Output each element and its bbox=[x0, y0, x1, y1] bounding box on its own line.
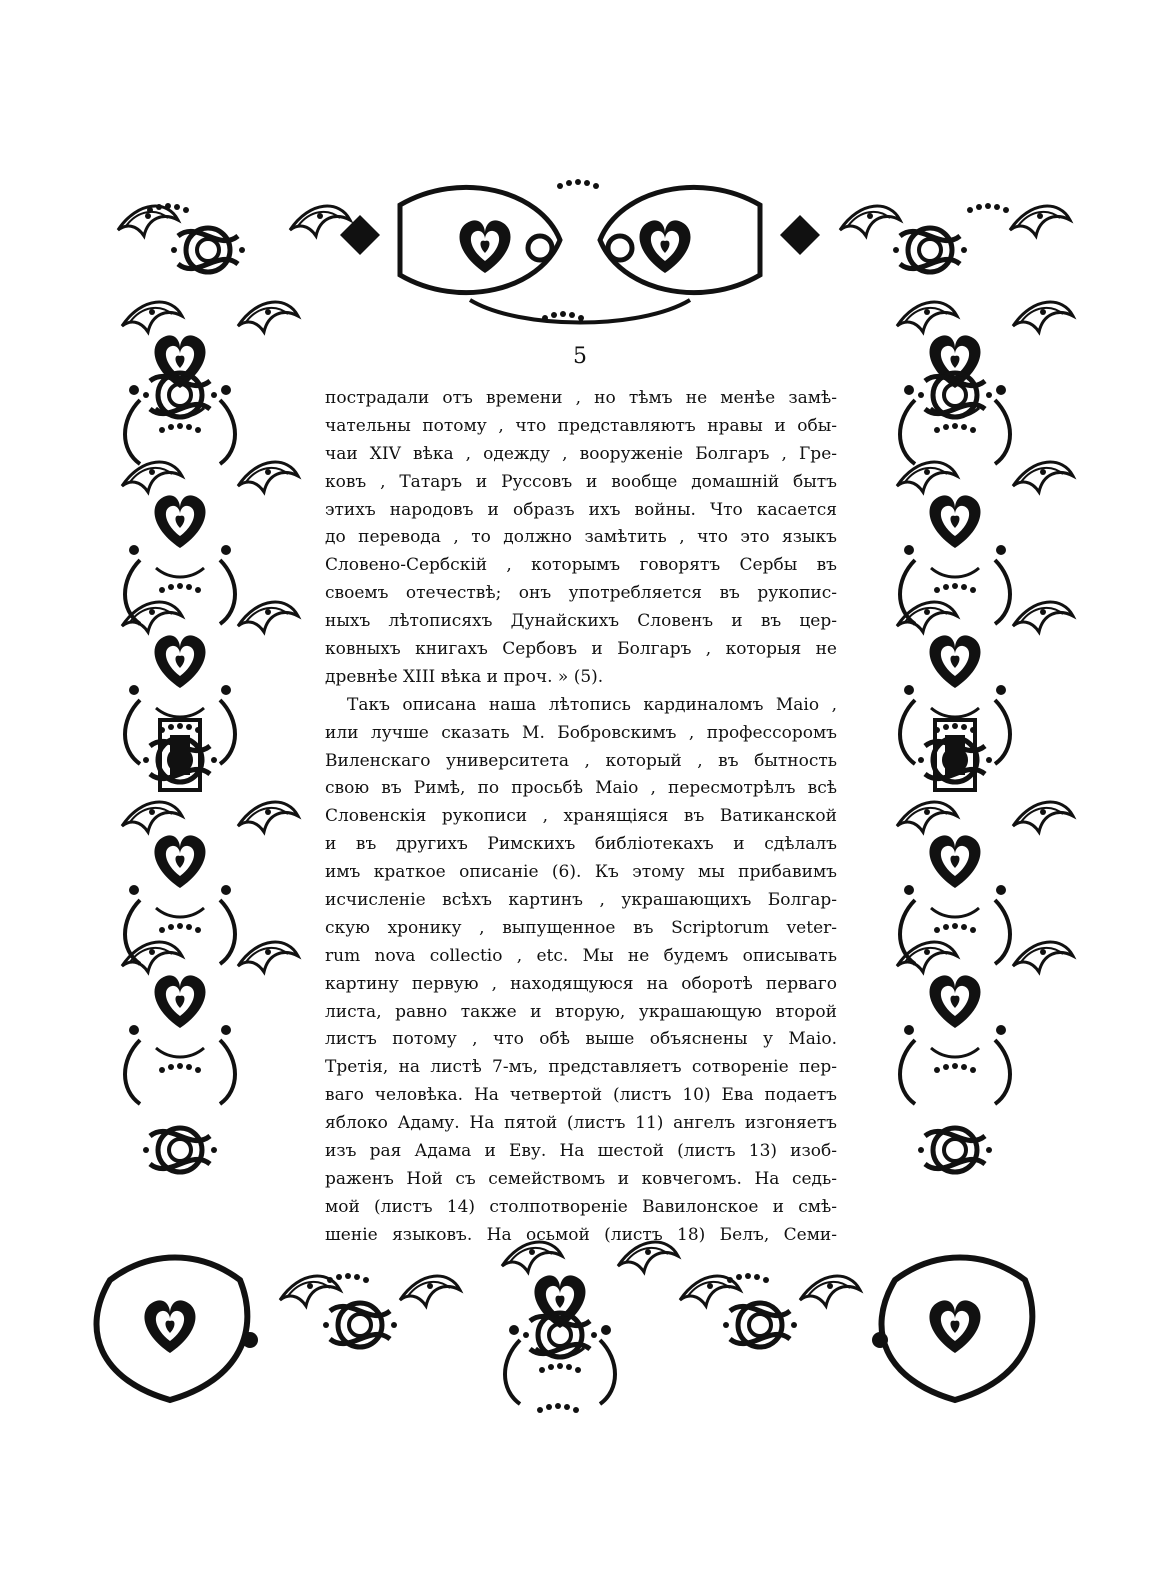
left-border-ornament bbox=[122, 302, 298, 1172]
text-line: ковъ , Татаръ и Руссовъ и вообще домашній бытъ bbox=[325, 471, 837, 492]
text-line: ныхъ лѣтописяхъ Дунайскихъ Словенъ и въ цер- bbox=[325, 611, 837, 632]
text-line: Словенскія рукописи , хранящіяся въ Ватиканской bbox=[325, 806, 837, 827]
text-line: rum nova collectio , etc. Мы не будемъ описывать bbox=[325, 945, 837, 966]
text-line: чаи XIV вѣка , одежду , вооруженіе Болгаръ , Гре- bbox=[325, 443, 837, 464]
page-number: 5 bbox=[573, 344, 587, 369]
text-line: Виленскаго университета , который , въ бытность bbox=[325, 750, 837, 771]
text-line: листъ потому , что обѣ выше объяснены у Маіо. bbox=[325, 1029, 837, 1050]
text-line: своемъ отечествѣ; онъ употребляется въ рукопис- bbox=[325, 583, 837, 604]
text-line: Словено-Сербскій , которымъ говорятъ Сербы въ bbox=[325, 555, 837, 576]
body-text bbox=[325, 385, 837, 1250]
text-line: изъ рая Адама и Еву. На шестой (листъ 13) изоб- bbox=[325, 1141, 837, 1162]
text-line: или лучше сказать М. Бобровскимъ , профессоромъ bbox=[325, 722, 837, 743]
text-line: раженъ Ной съ семействомъ и ковчегомъ. На седь- bbox=[325, 1168, 837, 1189]
text-line: картину первую , находящуюся на оборотѣ перваго bbox=[325, 973, 837, 994]
text-line: древнѣе XIII вѣка и проч. » (5). bbox=[325, 666, 604, 687]
text-line: ваго человѣка. На четвертой (листъ 10) Ева подаетъ bbox=[325, 1085, 837, 1106]
text-line: чательны потому , что представляютъ нравы и обы- bbox=[325, 415, 837, 436]
text-line: имъ краткое описаніе (6). Къ этому мы прибавимъ bbox=[325, 862, 837, 883]
paragraph-start-line: Такъ описана наша лѣтопись кардиналомъ Маіо , bbox=[347, 694, 837, 715]
text-line: этихъ народовъ и образъ ихъ войны. Что касается bbox=[325, 499, 837, 520]
bottom-border-ornament bbox=[97, 1242, 1033, 1413]
text-line: ковныхъ книгахъ Сербовъ и Болгаръ , которыя не bbox=[325, 639, 837, 660]
text-line: и въ другихъ Римскихъ библіотекахъ и сдѣлалъ bbox=[325, 834, 837, 855]
text-line: мой (листъ 14) столпотвореніе Вавилонское и смѣ- bbox=[325, 1196, 837, 1217]
text-line: до перевода , то должно замѣтить , что это языкъ bbox=[325, 527, 837, 548]
text-line: исчисленіе всѣхъ картинъ , украшающихъ Болгар- bbox=[325, 890, 837, 911]
text-line: яблоко Адаму. На пятой (листъ 11) ангелъ изгоняетъ bbox=[325, 1113, 837, 1134]
text-line: свою въ Римѣ, по просьбѣ Маіо , пересмотрѣлъ всѣ bbox=[325, 778, 837, 799]
text-line: Третія, на листѣ 7-мъ, представляетъ сотвореніе пер- bbox=[325, 1057, 837, 1078]
text-line: шеніе языковъ. На осьмой (листъ 18) Белъ, Семи- bbox=[325, 1224, 837, 1245]
top-border-ornament bbox=[118, 179, 1070, 323]
text-line: листа, равно также и вторую, украшающую второй bbox=[325, 1001, 837, 1022]
right-border-ornament bbox=[897, 302, 1073, 1172]
text-line: пострадали отъ времени , но тѣмъ не менѣе замѣ- bbox=[325, 388, 837, 408]
text-line: скую хронику , выпущенное въ Scriptorum veter- bbox=[325, 917, 837, 938]
